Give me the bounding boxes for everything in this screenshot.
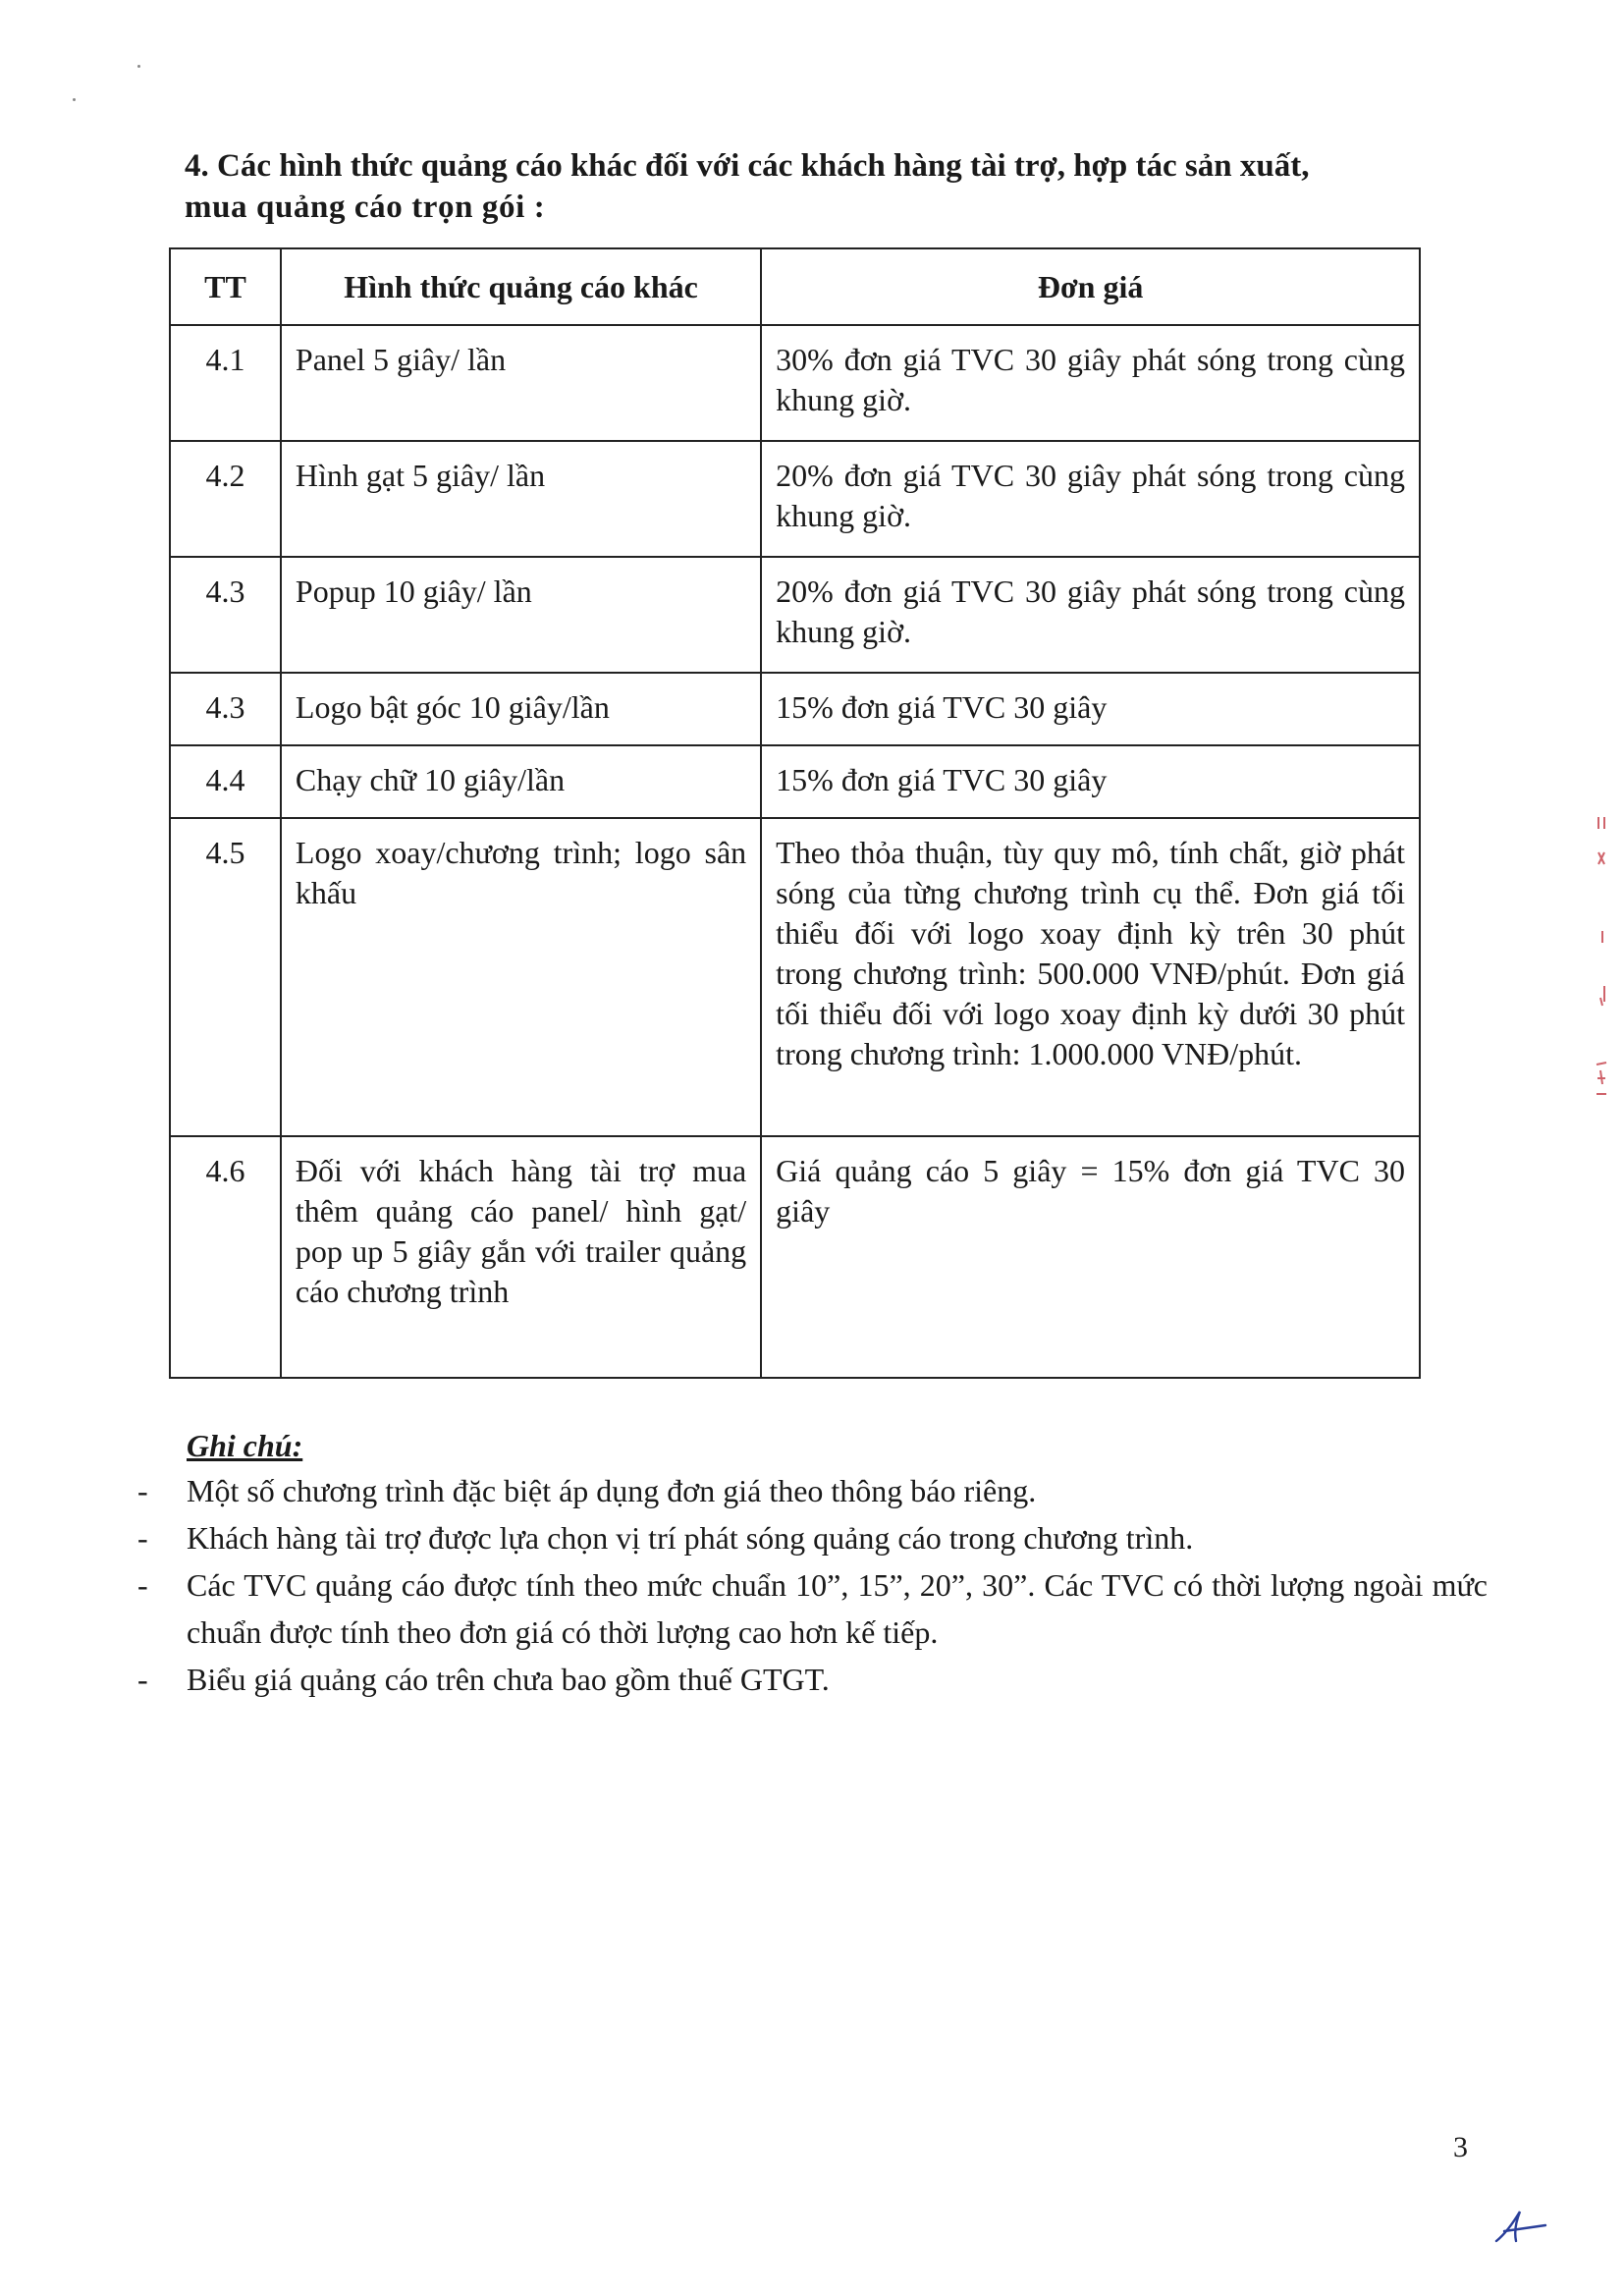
notes-list	[137, 1467, 1488, 1703]
bullet-dash: -	[137, 1662, 148, 1697]
section-heading	[185, 145, 1441, 228]
cell-tt: 4.5	[170, 818, 281, 1136]
cell-form: Logo bật góc 10 giây/lần	[281, 673, 761, 745]
header-price: Đơn giá	[761, 248, 1420, 325]
list-item	[137, 1656, 1488, 1703]
note-text: Các TVC quảng cáo được tính theo mức chuẩn 10”, 15”, 20”, 30”. Các TVC có thời lượng ngoài mức chuẩn được tính theo đơn giá có thời lượng cao hơn kế tiếp.	[187, 1567, 1488, 1650]
cell-tt: 4.3	[170, 557, 281, 673]
cell-price: Theo thỏa thuận, tùy quy mô, tính chất, giờ phát sóng của từng chương trình cụ thể. Đơn giá tối thiểu đối với logo xoay định kỳ trên 30 phút trong chương trình: 500.000 VNĐ/phút. Đơn giá tối thiểu đối với logo xoay định kỳ dưới 30 phút trong chương trình: 1.000.000 VNĐ/phút.	[761, 818, 1420, 1136]
note-text: Biểu giá quảng cáo trên chưa bao gồm thuế GTGT.	[187, 1662, 830, 1697]
scan-speck	[137, 65, 140, 68]
scan-speck	[73, 98, 76, 101]
note-text: Khách hàng tài trợ được lựa chọn vị trí phát sóng quảng cáo trong chương trình.	[187, 1520, 1194, 1556]
section-heading-line-2: mua quảng cáo trọn gói :	[185, 190, 546, 225]
edge-stamp-marks	[1591, 813, 1620, 1108]
table-row	[170, 441, 1420, 557]
table-row	[170, 325, 1420, 441]
cell-price: Giá quảng cáo 5 giây = 15% đơn giá TVC 30 giây	[761, 1136, 1420, 1378]
cell-form: Đối với khách hàng tài trợ mua thêm quảng cáo panel/ hình gạt/ pop up 5 giây gắn với trailer quảng cáo chương trình	[281, 1136, 761, 1378]
table-header-row	[170, 248, 1420, 325]
bullet-dash: -	[137, 1520, 148, 1556]
table-row	[170, 673, 1420, 745]
cell-price: 20% đơn giá TVC 30 giây phát sóng trong cùng khung giờ.	[761, 441, 1420, 557]
cell-tt: 4.3	[170, 673, 281, 745]
bullet-dash: -	[137, 1473, 148, 1508]
header-form: Hình thức quảng cáo khác	[281, 248, 761, 325]
section-heading-line-1: 4. Các hình thức quảng cáo khác đối với các khách hàng tài trợ, hợp tác sản xuất,	[185, 148, 1310, 184]
table-row	[170, 557, 1420, 673]
page-number: 3	[1453, 2131, 1468, 2163]
handwritten-initials-icon	[1490, 2208, 1549, 2247]
cell-price: 20% đơn giá TVC 30 giây phát sóng trong cùng khung giờ.	[761, 557, 1420, 673]
notes-title: Ghi chú:	[187, 1428, 303, 1463]
notes-section	[137, 1424, 1488, 1703]
cell-tt: 4.2	[170, 441, 281, 557]
cell-tt: 4.4	[170, 745, 281, 818]
list-item	[137, 1561, 1488, 1656]
advertising-forms-table	[169, 247, 1421, 1379]
cell-form: Panel 5 giây/ lần	[281, 325, 761, 441]
header-tt: TT	[170, 248, 281, 325]
cell-form: Hình gạt 5 giây/ lần	[281, 441, 761, 557]
cell-form: Popup 10 giây/ lần	[281, 557, 761, 673]
cell-tt: 4.1	[170, 325, 281, 441]
cell-form: Chạy chữ 10 giây/lần	[281, 745, 761, 818]
cell-price: 15% đơn giá TVC 30 giây	[761, 673, 1420, 745]
table-row	[170, 818, 1420, 1136]
list-item	[137, 1467, 1488, 1514]
table-row	[170, 745, 1420, 818]
cell-tt: 4.6	[170, 1136, 281, 1378]
table-row	[170, 1136, 1420, 1378]
note-text: Một số chương trình đặc biệt áp dụng đơn giá theo thông báo riêng.	[187, 1473, 1037, 1508]
cell-price: 30% đơn giá TVC 30 giây phát sóng trong cùng khung giờ.	[761, 325, 1420, 441]
cell-form: Logo xoay/chương trình; logo sân khấu	[281, 818, 761, 1136]
bullet-dash: -	[137, 1567, 148, 1603]
cell-price: 15% đơn giá TVC 30 giây	[761, 745, 1420, 818]
list-item	[137, 1514, 1488, 1561]
